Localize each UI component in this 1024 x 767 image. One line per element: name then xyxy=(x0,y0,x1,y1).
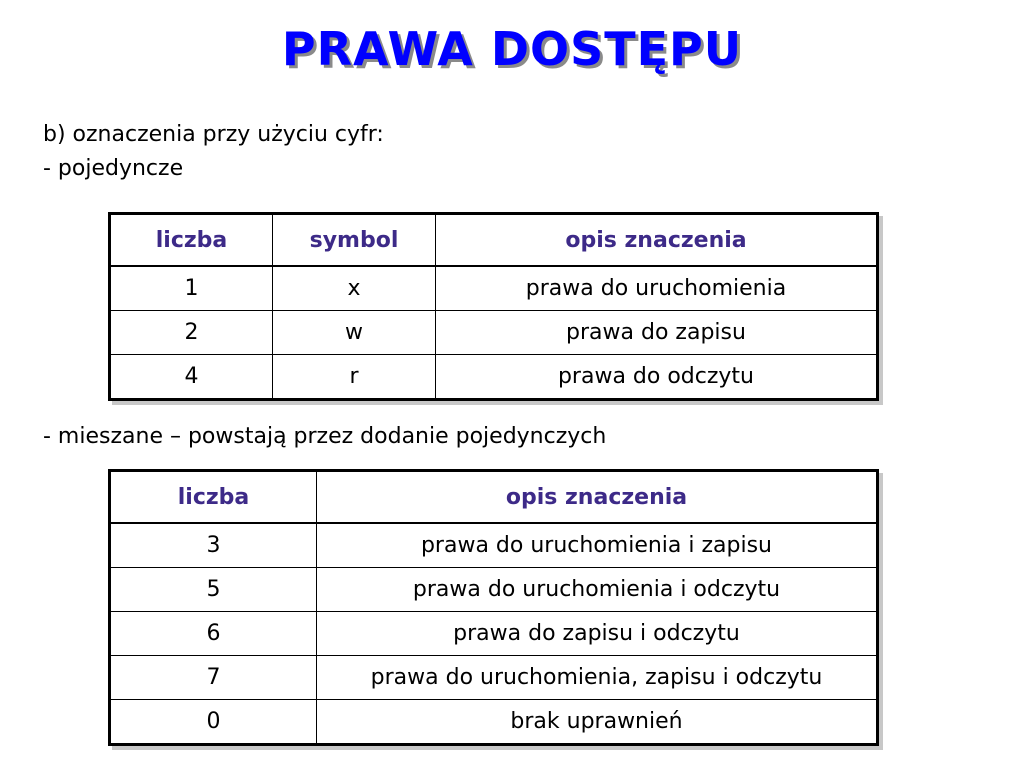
cell-number: 0 xyxy=(110,700,317,745)
intro-line-single: - pojedyncze xyxy=(43,156,184,181)
cell-description: prawa do uruchomienia, zapisu i odczytu xyxy=(317,656,878,700)
header-liczba: liczba xyxy=(110,214,273,267)
cell-symbol: r xyxy=(273,355,436,400)
cell-description: prawa do uruchomienia i zapisu xyxy=(317,523,878,568)
cell-description: prawa do zapisu i odczytu xyxy=(317,612,878,656)
table-header-row xyxy=(110,471,878,524)
table-row xyxy=(110,355,878,400)
cell-description: prawa do zapisu xyxy=(436,311,878,355)
cell-number: 3 xyxy=(110,523,317,568)
cell-description: prawa do odczytu xyxy=(436,355,878,400)
cell-number: 5 xyxy=(110,568,317,612)
table-row xyxy=(110,612,878,656)
table-row xyxy=(110,311,878,355)
table-row xyxy=(110,266,878,311)
table-row xyxy=(110,656,878,700)
table-row xyxy=(110,700,878,745)
cell-description: prawa do uruchomienia i odczytu xyxy=(317,568,878,612)
single-permissions-table xyxy=(108,212,879,401)
intro-line-digits: b) oznaczenia przy użyciu cyfr: xyxy=(43,122,384,147)
table-row xyxy=(110,568,878,612)
cell-number: 7 xyxy=(110,656,317,700)
cell-number: 6 xyxy=(110,612,317,656)
mixed-intro-line: - mieszane – powstają przez dodanie pojedynczych xyxy=(43,424,607,449)
mixed-permissions-table xyxy=(108,469,879,746)
header-opis: opis znaczenia xyxy=(317,471,878,524)
cell-number: 1 xyxy=(110,266,273,311)
cell-symbol: x xyxy=(273,266,436,311)
header-liczba: liczba xyxy=(110,471,317,524)
header-symbol: symbol xyxy=(273,214,436,267)
header-opis: opis znaczenia xyxy=(436,214,878,267)
table-header-row xyxy=(110,214,878,267)
table-row xyxy=(110,523,878,568)
cell-description: brak uprawnień xyxy=(317,700,878,745)
cell-description: prawa do uruchomienia xyxy=(436,266,878,311)
cell-number: 2 xyxy=(110,311,273,355)
cell-symbol: w xyxy=(273,311,436,355)
cell-number: 4 xyxy=(110,355,273,400)
slide-title: PRAWA DOSTĘPU xyxy=(281,22,743,76)
